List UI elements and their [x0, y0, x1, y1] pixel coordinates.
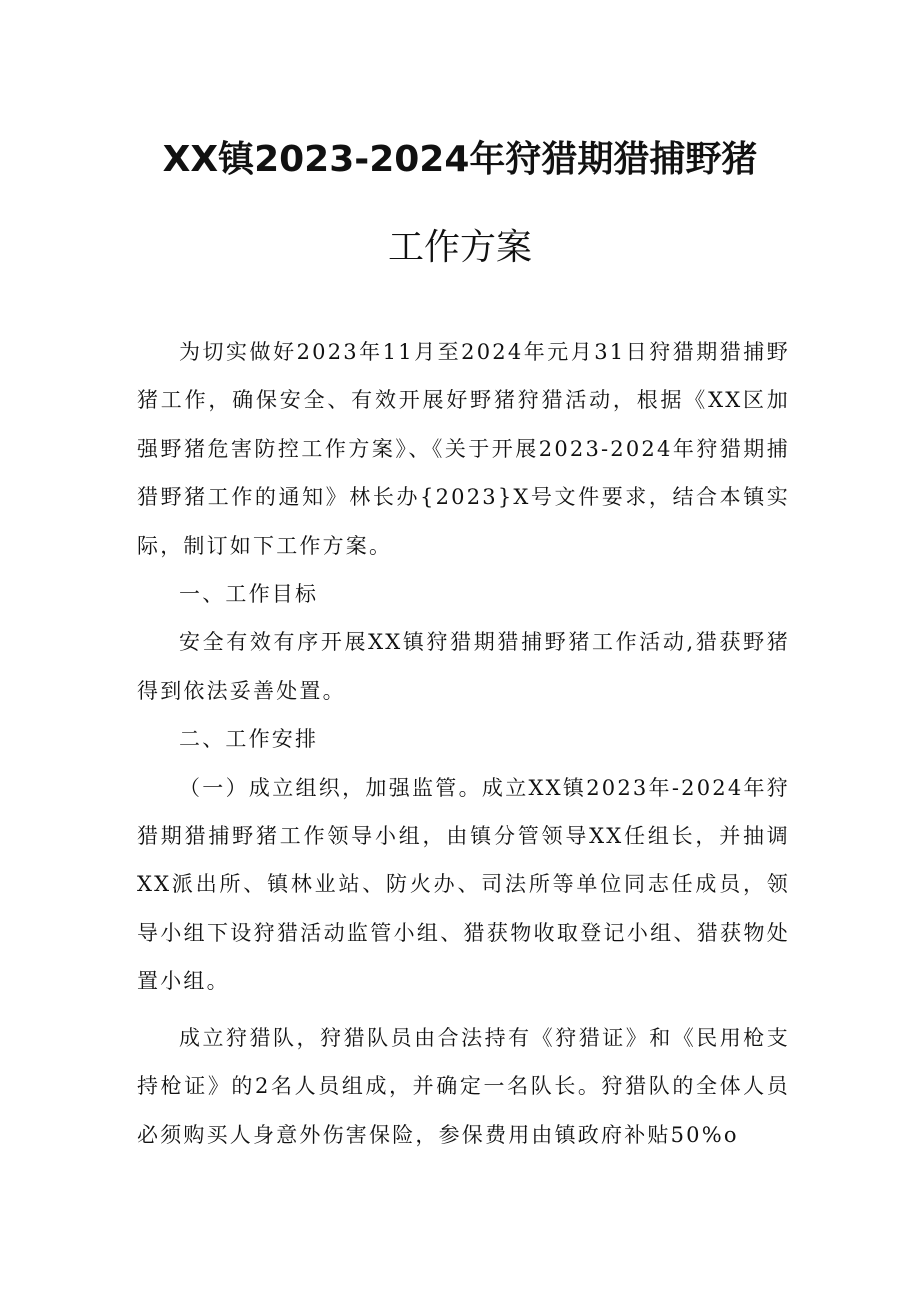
goals-paragraph: 安全有效有序开展XX镇狩猎期猎捕野猪工作活动,猎获野猪得到依法妥善处置。 — [137, 630, 790, 703]
intro-paragraph: 为切实做好2023年11月至2024年元月31日狩猎期猎捕野猪工作，确保安全、有效开展好野猪狩猎活动，根据《XX区加强野猪危害防控工作方案》、《关于开展2023-2024年狩猎期捕猎野猪工作的通知》林长办{2023}X号文件要求，结合本镇实际，制订如下工作方案。 — [137, 340, 790, 558]
organization-paragraph: （一）成立组织，加强监管。成立XX镇2023年-2024年狩猎期猎捕野猪工作领导小组，由镇分管领导XX任组长，并抽调XX派出所、镇林业站、防火办、司法所等单位同志任成员，领导小组下设狩猎活动监管小组、猎获物收取登记小组、猎获物处置小组。 — [137, 775, 790, 994]
section-heading-arrangements: 二、工作安排 — [179, 727, 319, 752]
document-title-line-1: XX镇2023-2024年狩猎期猎捕野猪 — [162, 139, 758, 180]
section-heading-goals: 一、工作目标 — [179, 582, 319, 607]
document-title-line-2: 工作方案 — [387, 227, 532, 268]
hunting-team-paragraph: 成立狩猎队，狩猎队员由合法持有《狩猎证》和《民用枪支持枪证》的2名人员组成，并确定一名队长。狩猎队的全体人员必须购买人身意外伤害保险，参保费用由镇政府补贴50%o — [137, 1025, 790, 1147]
document-body — [137, 328, 790, 1159]
